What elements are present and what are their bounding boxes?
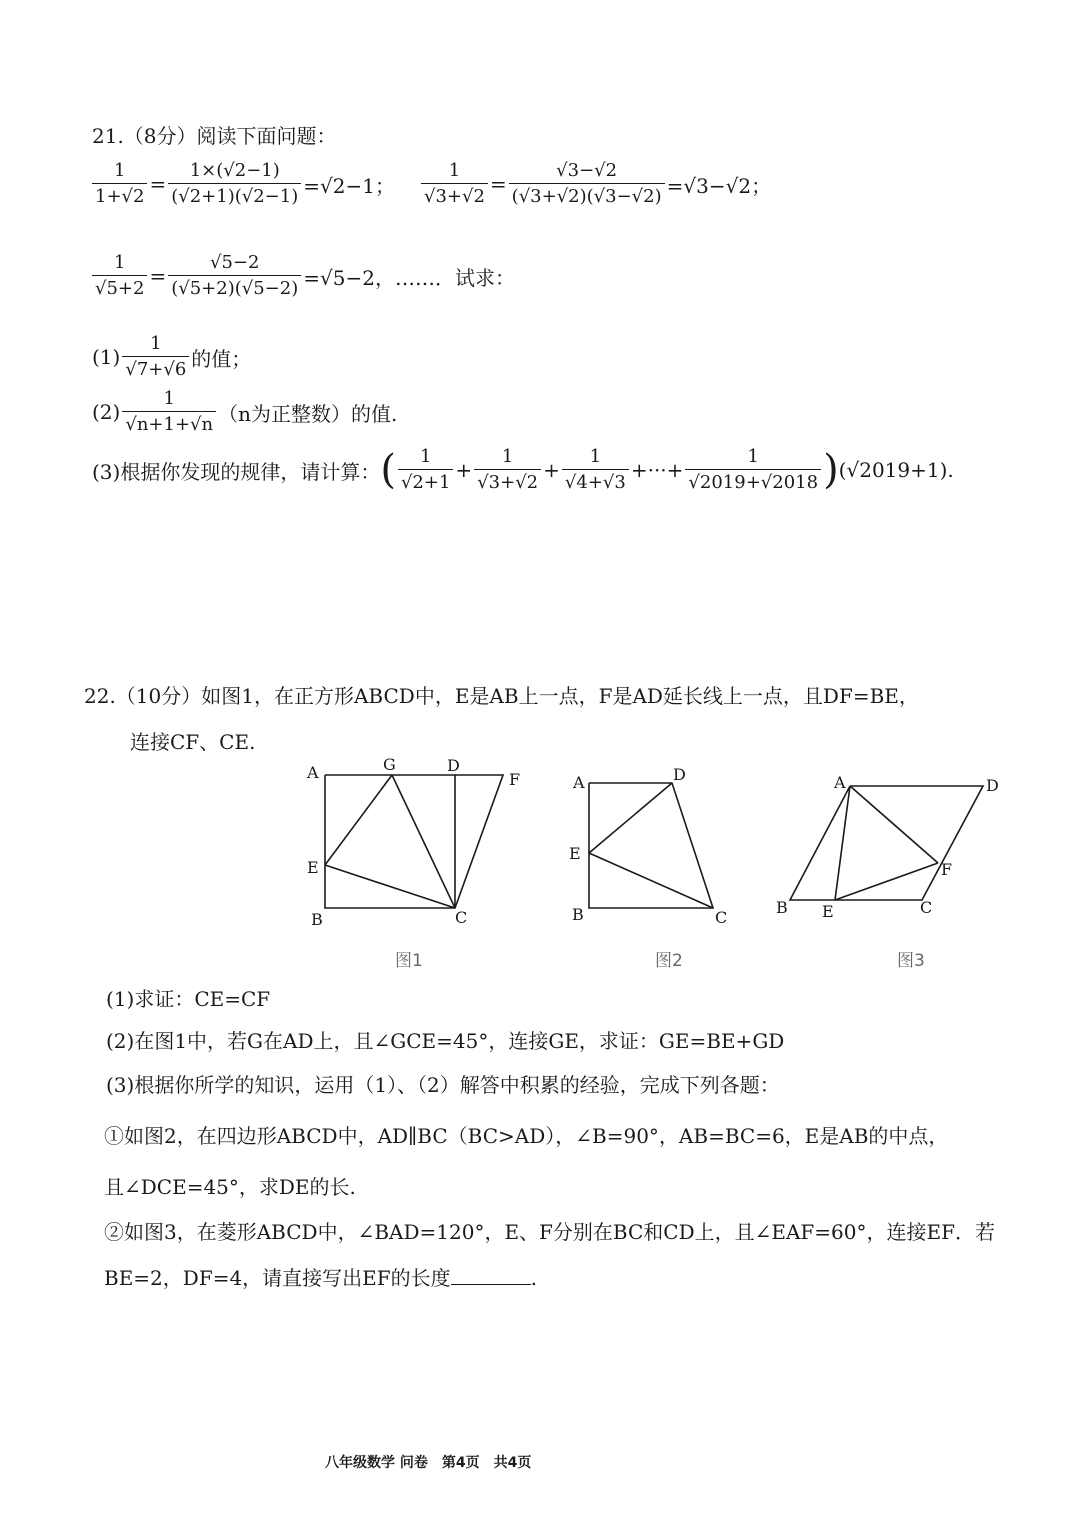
ex1-mid-num: 1×(√2−1) <box>189 160 280 181</box>
fig3-caption: 图3 <box>897 951 925 971</box>
q21-p2-label: (2) <box>92 400 121 424</box>
ex2-mid-num: √3−√2 <box>556 160 618 181</box>
q22-sub-2a: ②如图3，在菱形ABCD中，∠BAD=120°，E、F分别在BC和CD上，且∠EAF=60°，连接EF．若 <box>104 1220 995 1244</box>
q22-sub-2b-row <box>104 1262 537 1291</box>
fig2-label-b: B <box>572 905 584 924</box>
fig1-label-g: G <box>383 755 396 774</box>
q21-p3-term-3-den: √4+√3 <box>562 469 629 494</box>
answer-blank[interactable] <box>451 1266 531 1285</box>
q21-part-1 <box>92 333 251 381</box>
q21-p3-term-3-num: 1 <box>589 446 602 467</box>
q21-header: 21.（8分）阅读下面问题： <box>92 124 337 148</box>
fig1-label-a: A <box>307 763 319 782</box>
fig2-label-e: E <box>569 844 581 863</box>
ex2-mid-den: (√3+√2)(√3−√2) <box>509 183 665 208</box>
fig3-label-f: F <box>941 860 953 879</box>
q21-part-3 <box>92 446 954 494</box>
q21-example-row-2: $\frac{1}{√5+2}$ = $\frac{√5-2}{(√5+2)(√5-2)}$ =√5−2，……．试求： <box>90 252 515 300</box>
fig2-ed <box>589 783 672 853</box>
fig3-ae <box>835 786 850 900</box>
q21-example-row-1: $\frac{1}{1+√2}$ = $\frac{1\times(√2-1)}{(√2+1)(√2-1)}$ =√2−1； $\frac{1}{√3+√2}$ = $\frac{√3-√2}{(√3+√2)(√3-√2)}$ =√3−√2； <box>90 160 771 208</box>
ex3-mid-num: √5−2 <box>210 252 260 273</box>
q21-part-2 <box>92 388 397 436</box>
ex3-lhs <box>92 252 147 300</box>
ex1-mid <box>168 160 301 208</box>
ex1-lhs <box>92 160 147 208</box>
q22-header-2: 连接CF、CE. <box>130 730 256 754</box>
fig3-label-d: D <box>986 776 999 795</box>
q22-part-2: (2)在图1中，若G在AD上，且∠GCE=45°，连接GE，求证：GE=BE+GD <box>106 1029 785 1053</box>
q21-p3-label: (3)根据你发现的规律，请计算： <box>92 459 381 484</box>
q21-p2-tail: （n为正整数）的值. <box>218 401 398 426</box>
fig1-gc <box>392 775 455 908</box>
q21-p3-term-2-num: 1 <box>501 446 514 467</box>
q21-p3-term-1-den: √2+1 <box>398 469 453 494</box>
q21-p3-term-4 <box>685 446 821 494</box>
fig3-label-a: A <box>834 773 846 792</box>
fig1-label-b: B <box>311 910 323 929</box>
fig1-square-and-f <box>325 775 503 908</box>
fig3-rhombus <box>790 786 983 900</box>
q22-part-1: (1)求证：CE=CF <box>106 987 271 1011</box>
ex2-lhs <box>421 160 488 208</box>
q21-p1-num: 1 <box>150 333 162 354</box>
fig3-label-b: B <box>776 898 788 917</box>
q21-p3-term-1-num: 1 <box>419 446 432 467</box>
ex3-result: =√5−2，……．试求： <box>303 265 515 290</box>
fig1-ge <box>325 775 392 865</box>
ex3-lhs-num: 1 <box>114 252 126 273</box>
q21-p3-term-3 <box>562 446 629 494</box>
q21-p3-term-2 <box>474 446 541 494</box>
figure-3-labels <box>776 773 999 921</box>
fig3-label-c: C <box>920 898 933 917</box>
ex2-lhs-den: √3+√2 <box>421 183 488 208</box>
q22-sub-2b: BE=2，DF=4，请直接写出EF的长度 <box>104 1266 451 1290</box>
q21-p3-term-4-den: √2019+√2018 <box>685 469 821 494</box>
paren-close: ) <box>823 447 839 493</box>
fig2-caption: 图2 <box>655 951 683 971</box>
fig3-af <box>850 786 938 863</box>
figure-1 <box>325 775 503 908</box>
ex2-result: =√3−√2； <box>666 173 772 198</box>
ex3-mid-den: (√5+2)(√5−2) <box>168 275 301 300</box>
fig3-ef <box>835 863 938 900</box>
figure-2-labels <box>569 765 727 927</box>
fig1-label-e: E <box>307 858 319 877</box>
fig2-label-d: D <box>673 765 686 784</box>
q21-p1-tail: 的值； <box>191 346 252 371</box>
q21-p1-den: √7+√6 <box>122 356 189 381</box>
fig1-label-c: C <box>455 908 468 927</box>
q21-p3-tail: (√2019+1). <box>838 458 954 482</box>
q21-p2-num: 1 <box>163 388 175 409</box>
page-footer: 八年级数学 问卷 第4页 共4页 <box>325 1455 532 1471</box>
fig2-label-c: C <box>715 908 728 927</box>
plus-1: + <box>455 458 473 482</box>
figure-3 <box>790 786 983 900</box>
paren-open: ( <box>380 447 396 493</box>
ex1-result: =√2−1； <box>303 173 395 198</box>
ex3-lhs-den: √5+2 <box>92 275 147 300</box>
q22-header: 22.（10分）如图1，在正方形ABCD中，E是AB上一点，F是AD延长线上一点，且DF=BE， <box>84 684 919 708</box>
q21-p2-frac <box>122 388 216 436</box>
q21-p3-term-4-num: 1 <box>747 446 759 467</box>
ex1-mid-den: (√2+1)(√2−1) <box>168 183 301 208</box>
plus-2: + <box>543 458 560 482</box>
figure-2 <box>589 783 713 908</box>
q21-p3-term-1 <box>398 446 453 494</box>
fig2-label-a: A <box>573 773 585 792</box>
ex3-mid <box>168 252 301 300</box>
q22-part-3: (3)根据你所学的知识，运用（1）、（2）解答中积累的经验，完成下列各题： <box>106 1073 780 1097</box>
q21-p1-label: (1) <box>92 345 121 369</box>
figure-1-labels <box>306 755 520 929</box>
dots: +···+ <box>630 458 684 482</box>
fig3-label-e: E <box>822 902 834 921</box>
q22-sub-2b-end: . <box>530 1266 538 1290</box>
fig1-label-d: D <box>447 756 460 775</box>
fig1-label-f: F <box>509 770 521 789</box>
ex1-lhs-den: 1+√2 <box>92 183 147 208</box>
q22-sub-1b: 且∠DCE=45°，求DE的长. <box>104 1175 356 1199</box>
fig1-ec <box>325 865 455 908</box>
q21-p1-frac <box>122 333 189 381</box>
q21-p2-den: √n+1+√n <box>122 411 216 436</box>
figures <box>0 755 1080 975</box>
ex2-mid <box>509 160 665 208</box>
q22-sub-1a: ①如图2，在四边形ABCD中，AD∥BC（BC>AD），∠B=90°，AB=BC=6，E是AB的中点， <box>104 1124 949 1148</box>
ex2-lhs-num: 1 <box>448 160 461 181</box>
fig1-caption: 图1 <box>395 951 423 971</box>
q21-p3-term-2-den: √3+√2 <box>474 469 541 494</box>
fig2-ec <box>589 853 713 908</box>
ex1-lhs-num: 1 <box>114 160 126 181</box>
